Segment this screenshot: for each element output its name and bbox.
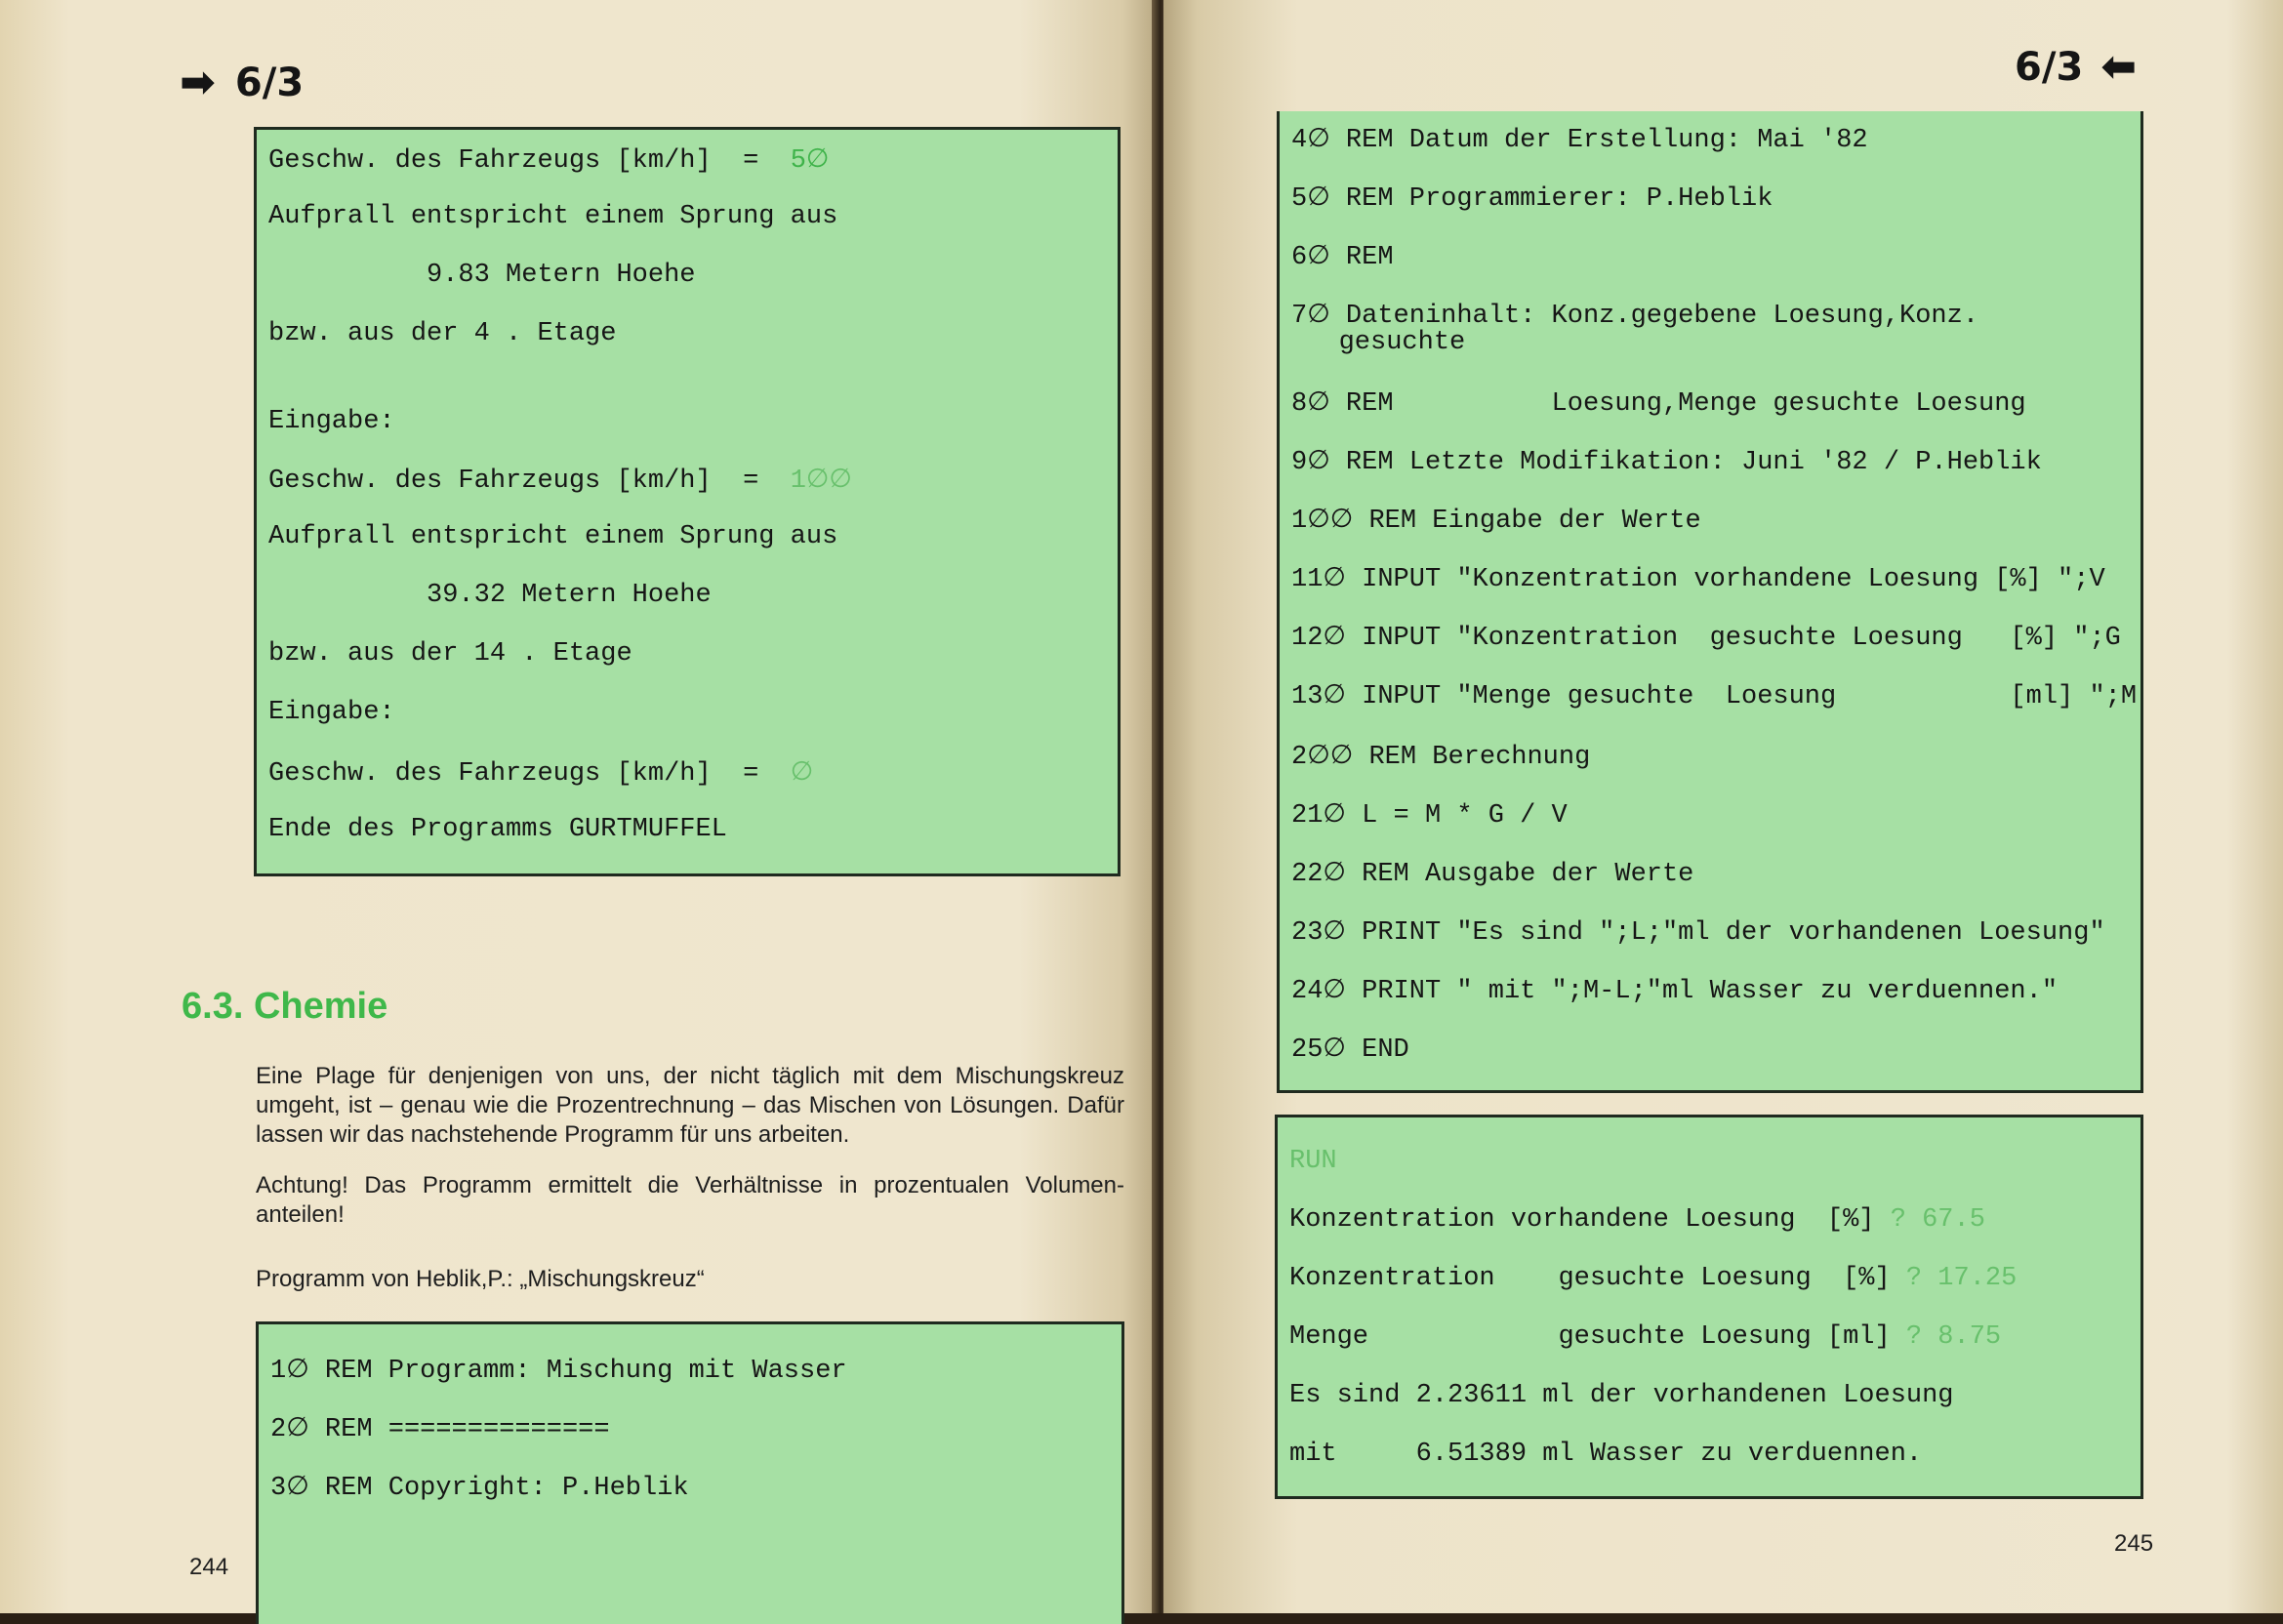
output-line: bzw. aus der 4 . Etage: [268, 319, 617, 348]
code-line: 25∅ END: [1291, 1035, 1409, 1065]
code-line: 12∅ INPUT "Konzentration gesuchte Loesung [%] ";G: [1291, 624, 2121, 653]
code-listing-box: [256, 1321, 1124, 1624]
page-number: 244: [189, 1554, 229, 1580]
output-line: Aufprall entspricht einem Sprung aus: [268, 522, 838, 551]
output-line: Eingabe:: [268, 698, 395, 727]
code-line: 3∅ REM Copyright: P.Heblik: [270, 1474, 689, 1503]
code-line: 24∅ PRINT " mit ";M-L;"ml Wasser zu verduennen.": [1291, 977, 2059, 1006]
code-line: gesuchte: [1291, 328, 1466, 357]
code-line: 22∅ REM Ausgabe der Werte: [1291, 860, 1694, 889]
right-page: [1163, 0, 2283, 1613]
code-line: 2∅∅ REM Berechnung: [1291, 743, 1591, 772]
run-output-line: Konzentration vorhandene Loesung [%] ? 67.5: [1289, 1205, 1985, 1235]
output-line: Geschw. des Fahrzeugs [km/h] = 5∅: [268, 146, 830, 176]
run-command: RUN: [1289, 1147, 1337, 1176]
output-line: Geschw. des Fahrzeugs [km/h] = 1∅∅: [268, 467, 852, 496]
right-page-header: [2015, 42, 2138, 92]
code-line: 13∅ INPUT "Menge gesuchte Loesung [ml] ";M: [1291, 682, 2138, 711]
output-line: 9.83 Metern Hoehe: [268, 261, 696, 290]
intro-paragraph: Eine Plage für denjenigen von uns, der nicht täglich mit dem Mischungskreuz umgeht, ist – genau wie die Prozentrechnung – das Mischen von Lösungen. Dafür lassen wir das nachstehende Programm für uns arbeiten.: [256, 1063, 1124, 1148]
code-line: 23∅ PRINT "Es sind ";L;"ml der vorhandenen Loesung": [1291, 918, 2105, 948]
output-line: Eingabe:: [268, 407, 395, 436]
output-line: Ende des Programms GURTMUFFEL: [268, 815, 727, 844]
code-line: 5∅ REM Programmierer: P.Heblik: [1291, 184, 1773, 214]
run-output-box: [1275, 1115, 2143, 1499]
note-paragraph: Achtung! Das Programm ermittelt die Verhältnisse in prozentualen Volumenanteilen!: [256, 1172, 1124, 1228]
left-arrow-icon: ⬅: [2100, 42, 2138, 92]
run-output-line: Es sind 2.23611 ml der vorhandenen Loesung: [1289, 1381, 1954, 1410]
chapter-marker: 6/3: [234, 61, 305, 105]
code-line: 4∅ REM Datum der Erstellung: Mai '82: [1291, 126, 1868, 155]
code-line: 2∅ REM ==============: [270, 1415, 610, 1444]
output-line: 39.32 Metern Hoehe: [268, 581, 712, 610]
code-line: 1∅∅ REM Eingabe der Werte: [1291, 507, 1701, 536]
code-line: 11∅ INPUT "Konzentration vorhandene Loesung [%] ";V: [1291, 565, 2105, 594]
chapter-marker: 6/3: [2015, 45, 2084, 90]
left-page-header: [180, 58, 305, 107]
run-output-line: Konzentration gesuchte Loesung [%] ? 17.25: [1289, 1264, 2018, 1293]
output-line: Geschw. des Fahrzeugs [km/h] = ∅: [268, 759, 814, 789]
program-credit: Programm von Heblik,P.: „Mischungskreuz“: [256, 1266, 705, 1292]
code-line: 8∅ REM Loesung,Menge gesuchte Loesung: [1291, 389, 2026, 419]
code-line: 7∅ Dateninhalt: Konz.gegebene Loesung,Konz.: [1291, 302, 1979, 331]
run-output-line: mit 6.51389 ml Wasser zu verduennen.: [1289, 1440, 1923, 1469]
right-arrow-icon: ➡: [180, 58, 216, 107]
section-title: 6.3. Chemie: [182, 986, 388, 1027]
code-line: 21∅ L = M * G / V: [1291, 801, 1568, 831]
output-line: Aufprall entspricht einem Sprung aus: [268, 202, 838, 231]
code-line: 9∅ REM Letzte Modifikation: Juni '82 / P.Heblik: [1291, 448, 2042, 477]
code-listing-continued-box: [1277, 111, 2143, 1093]
output-line: bzw. aus der 14 . Etage: [268, 639, 632, 669]
program-output-box: [254, 127, 1121, 876]
page-number: 245: [2114, 1530, 2154, 1557]
code-line: 6∅ REM: [1291, 243, 1394, 272]
code-line: 1∅ REM Programm: Mischung mit Wasser: [270, 1357, 847, 1386]
run-output-line: Menge gesuchte Loesung [ml] ? 8.75: [1289, 1322, 2002, 1352]
